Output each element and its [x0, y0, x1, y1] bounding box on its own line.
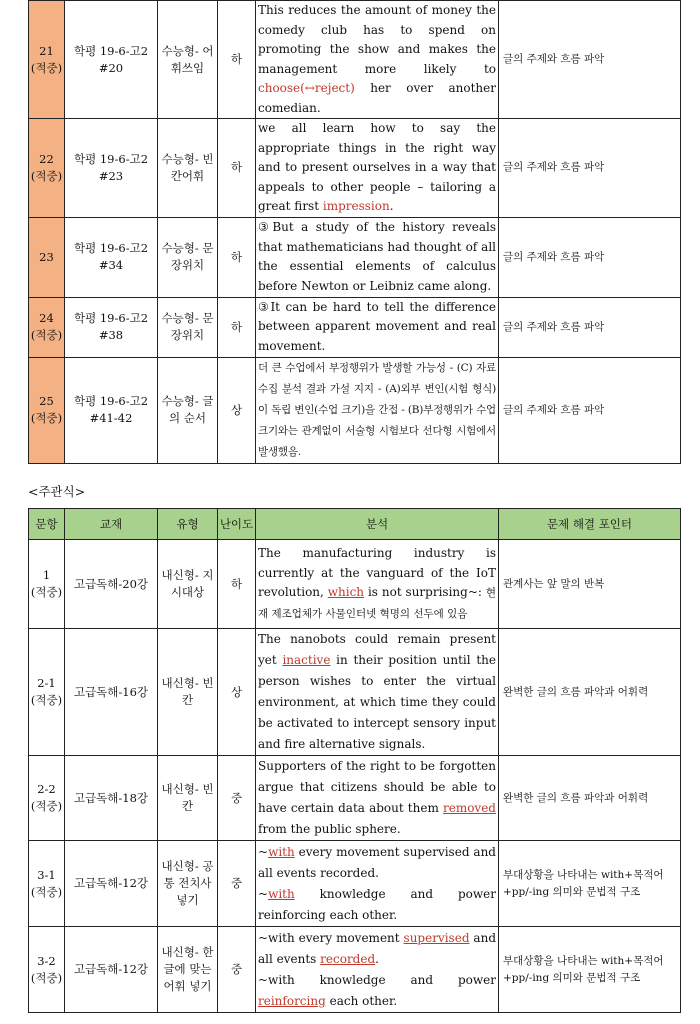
difficulty-cell: 하: [218, 1, 256, 119]
point-cell: 완벽한 글의 흐름 파악과 어휘력: [499, 756, 681, 841]
analysis-cell: Supporters of the right to be forgotten argue that citizens should be able to have certain data about them removed from the public sphere.: [256, 756, 499, 841]
analysis-cell: ③But a study of the history reveals that mathematicians had thought of all the essential elements of calculus before Newton or Leibniz came along.: [256, 217, 499, 297]
question-number: 24 (적중): [29, 297, 65, 357]
textbook-cell: 고급독해-20강: [65, 540, 158, 629]
table-header-row: [29, 509, 681, 540]
textbook-cell: 고급독해-18강: [65, 756, 158, 841]
question-number: 21 (적중): [29, 1, 65, 119]
analysis-cell: This reduces the amount of money the comedy club has to spend on promoting the show and makes the management more likely to choose(↔reject) her over another comedian.: [256, 1, 499, 119]
textbook-cell: 고급독해-12강: [65, 927, 158, 1013]
table-row: [29, 357, 681, 463]
type-cell: 수능형- 글의 순서: [158, 357, 218, 463]
header-no: 문항: [29, 509, 65, 540]
type-cell: 내신형- 한글에 맞는 어휘 넣기: [158, 927, 218, 1013]
header-point: 문제 해결 포인터: [499, 509, 681, 540]
type-cell: 수능형- 어휘쓰임: [158, 1, 218, 119]
difficulty-cell: 상: [218, 357, 256, 463]
section-title: <주관식>: [28, 484, 86, 499]
question-number: 22 (적중): [29, 119, 65, 218]
difficulty-cell: 하: [218, 217, 256, 297]
difficulty-cell: 중: [218, 756, 256, 841]
table-row: [29, 841, 681, 927]
textbook-cell: 학평 19-6-고2 #20: [65, 1, 158, 119]
difficulty-cell: 하: [218, 119, 256, 218]
table-row: [29, 119, 681, 218]
question-number: 3-1 (적중): [29, 841, 65, 927]
difficulty-cell: 중: [218, 927, 256, 1013]
question-number: 25 (적중): [29, 357, 65, 463]
point-cell: 완벽한 글의 흐름 파악과 어휘력: [499, 629, 681, 756]
point-cell: 부대상황을 나타내는 with+목적어+pp/-ing 의미와 문법적 구조: [499, 927, 681, 1013]
type-cell: 내신형- 빈칸: [158, 629, 218, 756]
analysis-cell: ~with every movement supervised and all events recorded. ~with knowledge and power reinforcing each other.: [256, 841, 499, 927]
type-cell: 수능형- 빈칸어휘: [158, 119, 218, 218]
analysis-cell: we all learn how to say the appropriate things in the right way and to present ourselves in a way that appeals to other people – tailoring a great first impression.: [256, 119, 499, 218]
difficulty-cell: 상: [218, 629, 256, 756]
difficulty-cell: 하: [218, 540, 256, 629]
analysis-cell: ~with every movement supervised and all events recorded. ~with knowledge and power reinforcing each other.: [256, 927, 499, 1013]
point-cell: 글의 주제와 흐름 파악: [499, 297, 681, 357]
analysis-cell: The manufacturing industry is currently at the vanguard of the IoT revolution, which is not surprising~: 현재 제조업체가 사물인터넷 혁명의 선두에 있음: [256, 540, 499, 629]
textbook-cell: 학평 19-6-고2 #23: [65, 119, 158, 218]
table-row: [29, 1, 681, 119]
difficulty-cell: 중: [218, 841, 256, 927]
question-number: 2-1 (적중): [29, 629, 65, 756]
type-cell: 내신형- 지시대상: [158, 540, 218, 629]
point-cell: 글의 주제와 흐름 파악: [499, 119, 681, 218]
textbook-cell: 학평 19-6-고2 #38: [65, 297, 158, 357]
type-cell: 수능형- 문장위치: [158, 297, 218, 357]
table-row: [29, 629, 681, 756]
point-cell: 관계사는 앞 말의 반복: [499, 540, 681, 629]
table-row: [29, 927, 681, 1013]
point-cell: 부대상황을 나타내는 with+목적어+pp/-ing 의미와 문법적 구조: [499, 841, 681, 927]
question-number: 1 (적중): [29, 540, 65, 629]
point-cell: 글의 주제와 흐름 파악: [499, 1, 681, 119]
textbook-cell: 학평 19-6-고2 #41-42: [65, 357, 158, 463]
question-number: 3-2 (적중): [29, 927, 65, 1013]
point-cell: 글의 주제와 흐름 파악: [499, 357, 681, 463]
objective-table: [28, 0, 681, 464]
subjective-table: [28, 508, 681, 1013]
analysis-cell: ③It can be hard to tell the difference between apparent movement and real movement.: [256, 297, 499, 357]
textbook-cell: 고급독해-12강: [65, 841, 158, 927]
analysis-cell: The nanobots could remain present yet inactive in their position until the person wishes to enter the virtual environment, at which time they could be activated to intercept sensory input and fire alternative signals.: [256, 629, 499, 756]
table-row: [29, 217, 681, 297]
header-textbook: 교재: [65, 509, 158, 540]
analysis-cell: 더 큰 수업에서 부정행위가 발생할 가능성 - (C) 자료 수집 분석 결과 가설 지지 - (A)외부 변인(시험 형식)이 독립 변인(수업 크기)을 간접 - (B)부정행위가 수업 크기와는 관계없이 서술형 시험보다 선다형 시험에서 발생했음.: [256, 357, 499, 463]
type-cell: 내신형- 빈칸: [158, 756, 218, 841]
table-row: [29, 756, 681, 841]
question-number: 2-2 (적중): [29, 756, 65, 841]
header-difficulty: 난이도: [218, 509, 256, 540]
question-number: 23: [29, 217, 65, 297]
header-analysis: 분석: [256, 509, 499, 540]
textbook-cell: 학평 19-6-고2 #34: [65, 217, 158, 297]
header-type: 유형: [158, 509, 218, 540]
type-cell: 내신형- 공통 전치사 넣기: [158, 841, 218, 927]
difficulty-cell: 하: [218, 297, 256, 357]
table-row: [29, 297, 681, 357]
table-row: [29, 540, 681, 629]
point-cell: 글의 주제와 흐름 파악: [499, 217, 681, 297]
type-cell: 수능형- 문장위치: [158, 217, 218, 297]
textbook-cell: 고급독해-16강: [65, 629, 158, 756]
